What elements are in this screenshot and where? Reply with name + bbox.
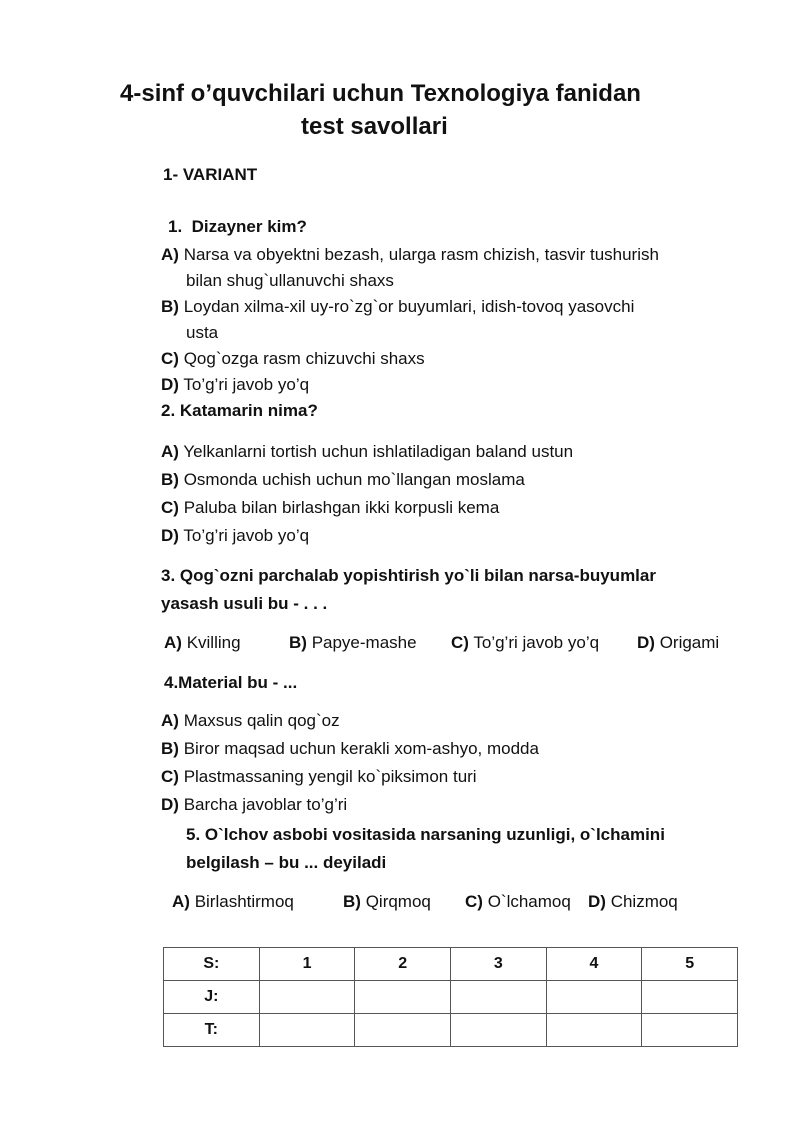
answer-cell[interactable]	[546, 1014, 642, 1047]
q1-option-b: B) Loydan xilma-xil uy-ro`zg`or buyumlari, idish-tovoq yasovchi	[161, 297, 635, 316]
table-row	[164, 1014, 738, 1047]
q1-option-d: D) To’g’ri javob yo’q	[161, 375, 310, 394]
q2-option-c: C) Paluba bilan birlashgan ikki korpusli kema	[161, 498, 500, 517]
answer-cell[interactable]	[355, 1014, 451, 1047]
question-4: 4.Material bu - ...	[164, 673, 298, 692]
q1-option-a-line2: bilan shug`ullanuvchi shaxs	[186, 271, 394, 290]
header-cell: 4	[546, 948, 642, 981]
row-label: J:	[164, 981, 260, 1014]
answer-cell[interactable]	[259, 981, 355, 1014]
q2-option-a: A) Yelkanlarni tortish uchun ishlatiladigan baland ustun	[161, 442, 574, 461]
q1-option-b-line2: usta	[186, 323, 219, 342]
header-cell: S:	[164, 948, 260, 981]
page-subtitle: test savollari	[301, 113, 448, 140]
q2-option-d: D) To’g’ri javob yo’q	[161, 526, 310, 545]
answer-cell[interactable]	[259, 1014, 355, 1047]
q4-option-b: B) Biror maqsad uchun kerakli xom-ashyo, modda	[161, 739, 539, 758]
answer-cell[interactable]	[355, 981, 451, 1014]
header-cell: 2	[355, 948, 451, 981]
q4-option-c: C) Plastmassaning yengil ko`piksimon turi	[161, 767, 477, 786]
answer-cell[interactable]	[546, 981, 642, 1014]
question-3: 3. Qog`ozni parchalab yopishtirish yo`li bilan narsa-buyumlar	[161, 566, 656, 585]
answer-table	[163, 947, 738, 1047]
q2-option-b: B) Osmonda uchish uchun mo`llangan moslama	[161, 470, 525, 489]
header-cell: 3	[451, 948, 547, 981]
q5-option-b: B) Qirqmoq	[343, 892, 431, 911]
question-2: 2. Katamarin nima?	[161, 401, 318, 420]
q5-option-d: D) Chizmoq	[588, 892, 678, 911]
q1-option-c: C) Qog`ozga rasm chizuvchi shaxs	[161, 349, 425, 368]
question-1	[168, 217, 307, 237]
q3-option-d: D) Origami	[637, 633, 720, 652]
question-5: 5. O`lchov asbobi vositasida narsaning uzunligi, o`lchamini	[186, 825, 665, 844]
row-label: T:	[164, 1014, 260, 1047]
q1-option-a: A) Narsa va obyektni bezash, ularga rasm chizish, tasvir tushurish	[161, 245, 659, 264]
answer-cell[interactable]	[451, 1014, 547, 1047]
answer-cell[interactable]	[642, 1014, 738, 1047]
q5-option-c: C) O`lchamoq	[465, 892, 571, 911]
header-cell: 5	[642, 948, 738, 981]
table-row	[164, 981, 738, 1014]
q4-option-a: A) Maxsus qalin qog`oz	[161, 711, 340, 730]
answer-cell[interactable]	[642, 981, 738, 1014]
q3-option-b: B) Papye-mashe	[289, 633, 417, 652]
q5-option-a: A) Birlashtirmoq	[172, 892, 294, 911]
question-1-number: 1.	[168, 217, 183, 236]
table-header-row	[164, 948, 738, 981]
question-3-line2: yasash usuli bu - . . .	[161, 594, 328, 613]
q3-option-c: C) To’g’ri javob yo’q	[451, 633, 600, 652]
variant-label: 1- VARIANT	[163, 165, 258, 184]
q4-option-d: D) Barcha javoblar to’g’ri	[161, 795, 348, 814]
question-1-text: Dizayner kim?	[191, 217, 307, 236]
header-cell: 1	[259, 948, 355, 981]
question-5-line2: belgilash – bu ... deyiladi	[186, 853, 387, 872]
q3-option-a: A) Kvilling	[164, 633, 241, 652]
answer-cell[interactable]	[451, 981, 547, 1014]
page-title: 4-sinf o’quvchilari uchun Texnologiya fanidan	[120, 80, 641, 107]
